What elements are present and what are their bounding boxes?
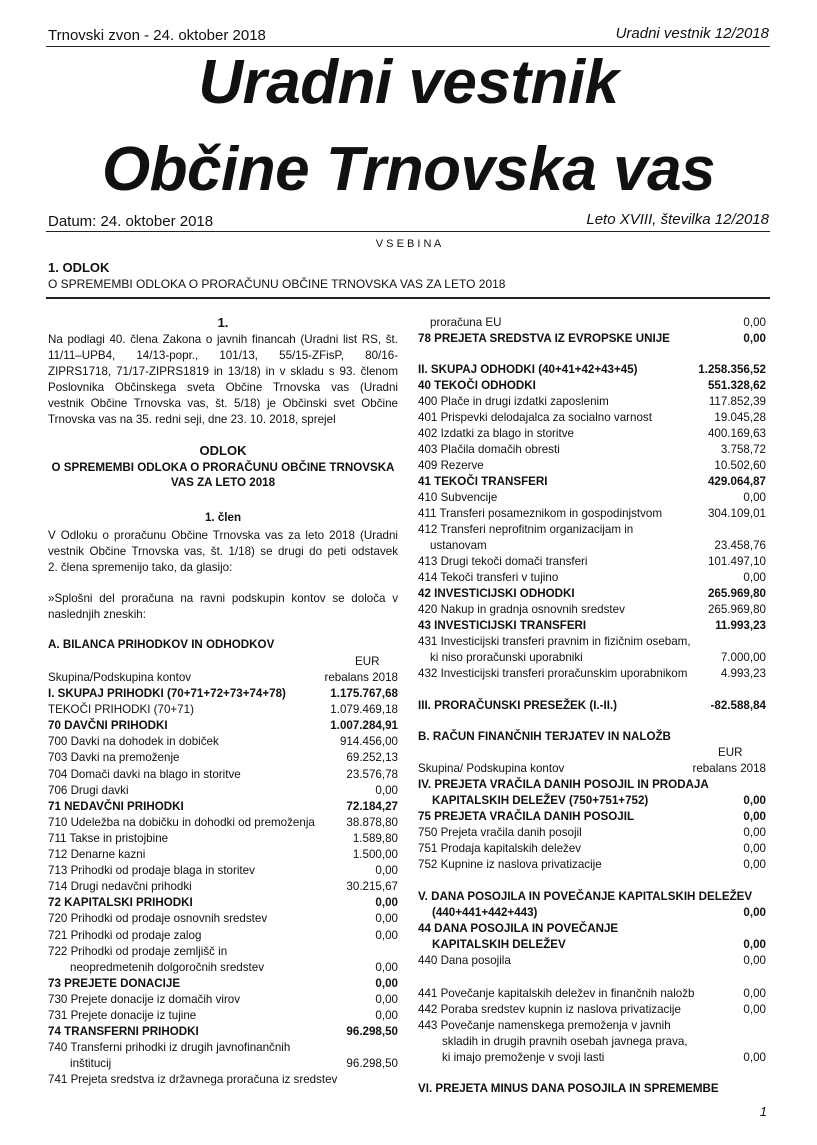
row-label: 414 Tekoči transferi v tujino [418,571,559,584]
row-label: 70 DAVČNI PRIHODKI [48,719,168,733]
row-label: 40 TEKOČI ODHODKI [418,379,536,392]
row-label: ki niso proračunski uporabniki [430,651,583,664]
right-column [418,315,766,1105]
row-value: 1.007.284,91 [330,719,398,733]
section-a-heading: A. BILANCA PRIHODKOV IN ODHODKOV [48,638,275,651]
header-left: Trnovski zvon - 24. oktober 2018 [48,27,266,44]
row-value: 0,00 [743,906,766,919]
row-label: 714 Drugi nedavčni prihodki [48,880,192,894]
row-label: 403 Plačila domačih obresti [418,443,560,456]
row-label: 440 Dana posojila [418,954,511,967]
row-label: 401 Prispevki delodajalca za socialno varnost [418,411,652,424]
row-label: I. SKUPAJ PRIHODKI (70+71+72+73+74+78) [48,687,286,700]
row-label: KAPITALSKIH DELEŽEV (750+751+752) [432,794,649,807]
row-value: 265.969,80 [707,587,766,600]
row-value: 3.758,72 [720,443,766,456]
row-label: 704 Domači davki na blago in storitve [48,767,241,781]
toc-rule [46,297,770,299]
row-label: 411 Transferi posameznikom in gospodinjstvom [418,507,663,520]
row-value: 1.500,00 [352,848,398,861]
row-value: 0,00 [743,1003,766,1016]
header-right: Uradni vestnik 12/2018 [615,25,769,42]
paragraph-line: naslednjih zneskih: [48,608,146,621]
row-value: 96.298,50 [346,1057,398,1071]
row-value: 38.878,80 [346,815,398,829]
masthead-line1: Uradni vestnik [198,48,619,117]
row-label: 431 Investicijski transferi pravnim in fizičnim osebam, [418,635,691,648]
row-label: V. DANA POSOJILA IN POVEČANJE KAPITALSKIH DELEŽEV [418,890,753,903]
row-label: 752 Kupnine iz naslova privatizacije [418,858,602,871]
odlok-subtitle-2: VAS ZA LETO 2018 [170,476,276,489]
row-label: 711 Takse in pristojbine [48,831,169,845]
currency-label: EUR [355,655,380,668]
paragraph-line: »Splošni del proračuna na ravni podskupin kontov se določa v [48,592,398,605]
row-label: (440+441+442+443) [432,906,538,919]
row-label: 72 KAPITALSKI PRIHODKI [48,896,193,910]
row-label: 443 Povečanje namenskega premoženja v javnih [418,1019,671,1032]
row-value: 0,00 [743,987,766,1000]
row-value: 72.184,27 [346,799,398,813]
row-value: 0,00 [743,826,766,839]
paragraph-line: Na podlagi 40. člena Zakona o javnih financah (Uradni list RS, št. [48,333,398,346]
row-label: 703 Davki na premoženje [48,751,180,765]
row-label: neopredmetenih dolgoročnih sredstev [70,960,264,974]
column-header-left: Skupina/Podskupina kontov [48,671,192,684]
issue-number: Leto XVIII, številka 12/2018 [586,211,769,228]
row-value: 429.064,87 [707,475,766,488]
row-value: 0,00 [743,794,766,807]
row-label: 731 Prejete donacije iz tujine [48,1009,197,1022]
section-vi-heading: VI. PREJETA MINUS DANA POSOJILA IN SPREMEMBE [418,1082,719,1095]
odlok-subtitle-1: O SPREMEMBI ODLOKA O PRORAČUNU OBČINE TRNOVSKA [51,461,395,474]
clen-heading: 1. člen [204,511,242,524]
row-label: 78 PREJETA SREDSTVA IZ EVROPSKE UNIJE [418,332,670,345]
row-value: 0,00 [375,864,398,878]
row-value: 0,00 [375,912,398,926]
row-label: 71 NEDAVČNI PRIHODKI [48,799,184,813]
row-value: 914.456,00 [339,735,398,749]
row-value: 0,00 [375,896,398,910]
section-number: 1. [217,315,229,330]
row-label: 73 PREJETE DONACIJE [48,976,181,990]
row-value: 0,00 [375,960,398,974]
row-label: 706 Drugi davki [48,783,129,797]
row-value: 23.458,76 [714,539,766,552]
row-value: 96.298,50 [346,1025,398,1039]
row-value: 0,00 [743,858,766,871]
row-value: 69.252,13 [346,751,398,765]
row-value: 1.589,80 [352,831,398,845]
row-value: 0,00 [375,992,398,1006]
row-value: 11.993,23 [715,619,766,632]
row-label: 712 Denarne kazni [48,848,146,861]
row-value: 23.576,78 [346,767,398,781]
row-label: ustanovam [430,539,487,552]
row-value: 0,00 [743,954,766,967]
row-label: 441 Povečanje kapitalskih deležev in finančnih naložb [418,987,695,1000]
row-label: 412 Transferi neprofitnim organizacijam in [418,523,634,536]
row-label: 74 TRANSFERNI PRIHODKI [48,1025,199,1039]
row-value: 304.109,01 [707,507,766,520]
row-label: skladih in drugih pravnih osebah javnega prava, [442,1035,688,1048]
row-label: inštitucij [70,1057,112,1071]
toc-item-number: 1. ODLOK [48,260,110,275]
row-value: 1.175.767,68 [330,687,398,700]
left-column [48,315,398,1105]
row-label: 400 Plače in drugi izdatki zaposlenim [418,395,609,408]
row-label: 42 INVESTICIJSKI ODHODKI [418,587,575,600]
column-header-right-b: rebalans 2018 [692,762,766,775]
row-label: 720 Prihodki od prodaje osnovnih sredstev [48,912,268,926]
row-value: 117.852,39 [708,395,766,408]
header-rule [46,46,770,47]
row-value: 0,00 [743,316,766,329]
row-value: 10.502,60 [714,459,766,472]
currency-label-b: EUR [718,746,743,759]
toc-item-text[interactable]: O SPREMEMBI ODLOKA O PRORAČUNU OBČINE TRNOVSKA VAS ZA LETO 2018 [48,277,506,291]
row-value: 101.497,10 [707,555,766,568]
row-value: 551.328,62 [707,379,766,392]
row-label: 741 Prejeta sredstva iz državnega proračuna iz sredstev [48,1073,338,1087]
paragraph-line: ZIPRS1718, 71/17-ZIPRS1819 in 13/18) in v skladu s 93. členom [48,365,398,378]
row-label: 410 Subvencije [418,491,498,504]
row-value: 1.258.356,52 [698,363,766,376]
paragraph-line: Poslovnika Občinskega sveta Občine Trnovska vas (Uradni [48,381,398,394]
row-label: KAPITALSKIH DELEŽEV [432,938,566,951]
row-value: 0,00 [375,783,398,797]
row-label: 740 Transferni prihodki iz drugih javnofinančnih [48,1041,291,1055]
row-value: 265.969,80 [707,603,766,616]
row-value: 0,00 [743,1051,766,1064]
page-number: 1 [759,1104,767,1119]
row-label: 751 Prodaja kapitalskih deležev [418,842,582,855]
date-rule [46,231,770,232]
row-label: 44 DANA POSOJILA IN POVEČANJE [418,922,619,935]
row-value: 0,00 [743,491,766,504]
row-label: 41 TEKOČI TRANSFERI [418,475,548,488]
row-label: 442 Poraba sredstev kupnin iz naslova privatizacije [418,1003,681,1016]
paragraph-line: Trnovska vas na 35. redni seji, dne 23. 10. 2018, sprejel [48,413,336,426]
masthead-line2: Občine Trnovska vas [101,135,716,204]
row-value: 4.993,23 [720,667,766,680]
row-label: 432 Investicijski transferi proračunskim uporabnikom [418,667,688,680]
row-label: 750 Prejeta vračila danih posojil [418,826,582,839]
row-label: 721 Prihodki od prodaje zalog [48,928,202,942]
presezek-value: -82.588,84 [710,699,766,712]
row-label: IV. PREJETA VRAČILA DANIH POSOJIL IN PRODAJA [418,778,709,791]
row-label: 43 INVESTICIJSKI TRANSFERI [418,619,587,632]
paragraph-line: vestnik Občine Trnovska vas, št. 5/18) je Občinski svet Občine [48,397,398,410]
paragraph-line: vestnik Občine Trnovska vas, št. 1/18) se drugi do peti odstavek [48,545,398,558]
row-label: 730 Prejete donacije iz domačih virov [48,992,241,1006]
row-value: 0,00 [743,842,766,855]
row-label: TEKOČI PRIHODKI (70+71) [48,703,194,717]
row-value: 0,00 [375,976,398,990]
row-label: 402 Izdatki za blago in storitve [418,427,574,440]
row-value: 0,00 [375,928,398,942]
row-label: ki imajo premoženje v svoji lasti [442,1051,605,1064]
column-header-left-b: Skupina/ Podskupina kontov [418,762,565,775]
row-label: 700 Davki na dohodek in dobiček [48,735,219,749]
issue-date: Datum: 24. oktober 2018 [48,213,214,230]
row-label: proračuna EU [430,316,502,329]
row-value: 19.045,28 [714,411,766,424]
row-value: 0,00 [375,1009,398,1022]
row-label: 413 Drugi tekoči domači transferi [418,555,588,568]
row-value: 0,00 [743,332,766,345]
row-label: II. SKUPAJ ODHODKI (40+41+42+43+45) [418,363,638,376]
toc-heading: V S E B I N A [375,238,442,250]
row-value: 7.000,00 [720,651,766,664]
row-label: 409 Rezerve [418,459,484,472]
column-header-right: rebalans 2018 [324,671,398,684]
row-value: 400.169,63 [707,427,766,440]
odlok-title: ODLOK [199,443,247,458]
paragraph-line: V Odloku o proračunu Občine Trnovska vas za leto 2018 (Uradni [48,529,398,542]
row-value: 0,00 [743,938,766,951]
section-b-heading: B. RAČUN FINANČNIH TERJATEV IN NALOŽB [418,730,671,743]
row-label: 710 Udeležba na dobičku in dohodki od premoženja [48,815,315,829]
row-value: 1.079.469,18 [330,703,398,717]
row-value: 0,00 [743,810,766,823]
paragraph-line: 2. člena spremenijo tako, da glasijo: [48,561,233,574]
row-label: 722 Prihodki od prodaje zemljišč in [48,944,228,958]
row-label: 420 Nakup in gradnja osnovnih sredstev [418,603,625,616]
row-value: 30.215,67 [346,880,398,894]
row-value: 0,00 [743,571,766,584]
row-label: 713 Prihodki od prodaje blaga in storitev [48,864,255,878]
paragraph-line: 11/11–UPB4, 14/13-popr., 101/13, 55/15-ZFisP, 80/16- [48,349,398,362]
presezek-label: III. PRORAČUNSKI PRESEŽEK (I.-II.) [418,699,618,712]
row-label: 75 PREJETA VRAČILA DANIH POSOJIL [418,810,635,823]
